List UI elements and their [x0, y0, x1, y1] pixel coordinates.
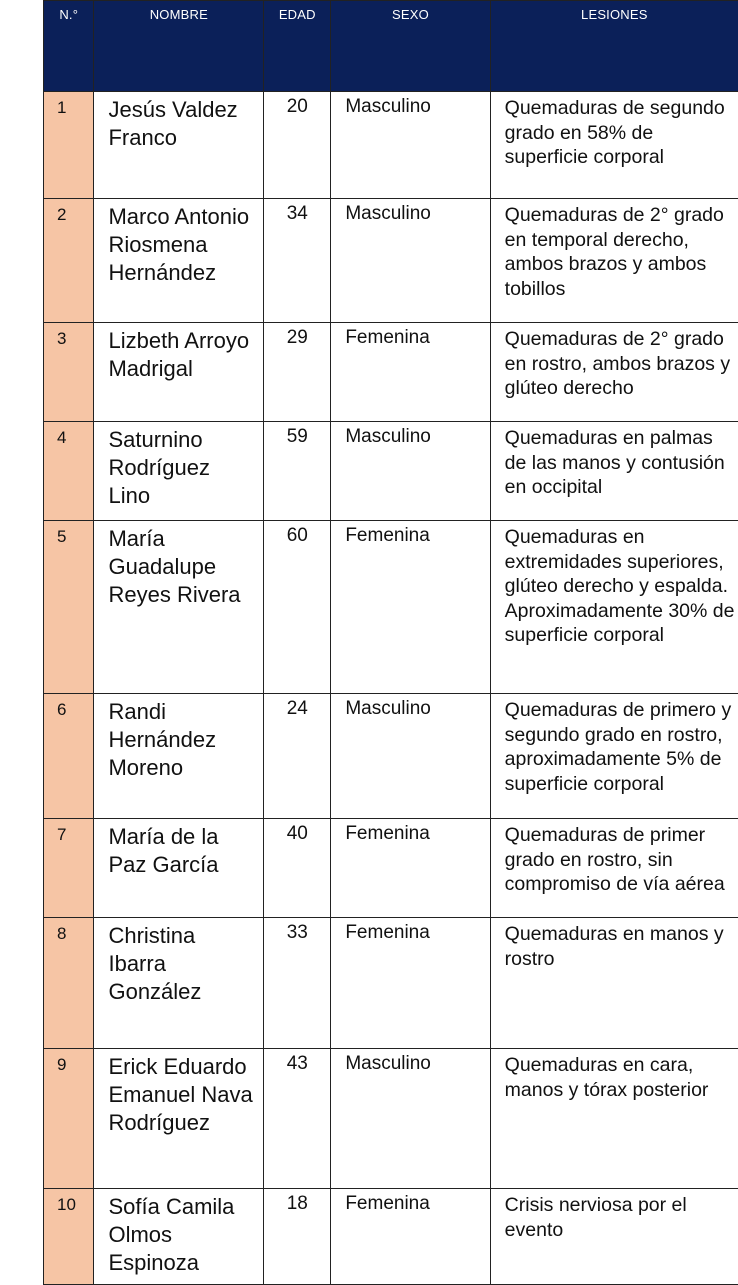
row-injuries: Quemaduras de 2° grado en temporal derecho, ambos brazos y ambos tobillos: [490, 199, 738, 323]
header-age: EDAD: [264, 1, 331, 92]
row-injuries: Quemaduras de primer grado en rostro, sin compromiso de vía aérea: [490, 819, 738, 918]
table-row: [44, 199, 738, 323]
table-row: [44, 323, 738, 422]
row-age: 33: [264, 918, 331, 1049]
row-sex: Masculino: [331, 199, 490, 323]
row-age: 34: [264, 199, 331, 323]
row-name: María de la Paz García: [94, 819, 264, 918]
row-injuries: Quemaduras en cara, manos y tórax posterior: [490, 1049, 738, 1189]
row-injuries: Quemaduras en extremidades superiores, glúteo derecho y espalda. Aproximadamente 30% de superficie corporal: [490, 521, 738, 694]
row-number: 8: [44, 918, 94, 1049]
row-name: Marco Antonio Riosmena Hernández: [94, 199, 264, 323]
row-injuries: Quemaduras de 2° grado en rostro, ambos brazos y glúteo derecho: [490, 323, 738, 422]
row-number: 9: [44, 1049, 94, 1189]
row-sex: Femenina: [331, 1189, 490, 1285]
row-sex: Femenina: [331, 521, 490, 694]
row-age: 43: [264, 1049, 331, 1189]
row-sex: Femenina: [331, 819, 490, 918]
header-name: NOMBRE: [94, 1, 264, 92]
row-name: Randi Hernández Moreno: [94, 694, 264, 819]
row-number: 3: [44, 323, 94, 422]
header-number: N.°: [44, 1, 94, 92]
row-number: 6: [44, 694, 94, 819]
row-injuries: Quemaduras en manos y rostro: [490, 918, 738, 1049]
row-sex: Femenina: [331, 918, 490, 1049]
row-age: 18: [264, 1189, 331, 1285]
row-name: Christina Ibarra González: [94, 918, 264, 1049]
row-name: Erick Eduardo Emanuel Nava Rodríguez: [94, 1049, 264, 1189]
row-age: 20: [264, 92, 331, 199]
row-number: 4: [44, 422, 94, 521]
row-sex: Femenina: [331, 323, 490, 422]
row-injuries: Quemaduras de segundo grado en 58% de superficie corporal: [490, 92, 738, 199]
row-number: 2: [44, 199, 94, 323]
victims-table: [43, 0, 738, 1285]
table-row: [44, 819, 738, 918]
table-row: [44, 92, 738, 199]
row-injuries: Crisis nerviosa por el evento: [490, 1189, 738, 1285]
row-name: Sofía Camila Olmos Espinoza: [94, 1189, 264, 1285]
row-number: 1: [44, 92, 94, 199]
row-sex: Masculino: [331, 1049, 490, 1189]
row-age: 60: [264, 521, 331, 694]
row-number: 5: [44, 521, 94, 694]
table-row: [44, 918, 738, 1049]
header-injuries: LESIONES: [490, 1, 738, 92]
table-row: [44, 422, 738, 521]
table-header-row: [44, 1, 738, 92]
row-name: María Guadalupe Reyes Rivera: [94, 521, 264, 694]
row-sex: Masculino: [331, 422, 490, 521]
row-age: 59: [264, 422, 331, 521]
row-number: 10: [44, 1189, 94, 1285]
table-row: [44, 1189, 738, 1285]
row-injuries: Quemaduras en palmas de las manos y contusión en occipital: [490, 422, 738, 521]
row-age: 29: [264, 323, 331, 422]
row-age: 40: [264, 819, 331, 918]
row-name: Jesús Valdez Franco: [94, 92, 264, 199]
header-sex: SEXO: [331, 1, 490, 92]
table-row: [44, 1049, 738, 1189]
row-name: Saturnino Rodríguez Lino: [94, 422, 264, 521]
row-sex: Masculino: [331, 694, 490, 819]
row-age: 24: [264, 694, 331, 819]
table-row: [44, 694, 738, 819]
table-row: [44, 521, 738, 694]
row-injuries: Quemaduras de primero y segundo grado en rostro, aproximadamente 5% de superficie corporal: [490, 694, 738, 819]
row-number: 7: [44, 819, 94, 918]
row-name: Lizbeth Arroyo Madrigal: [94, 323, 264, 422]
row-sex: Masculino: [331, 92, 490, 199]
